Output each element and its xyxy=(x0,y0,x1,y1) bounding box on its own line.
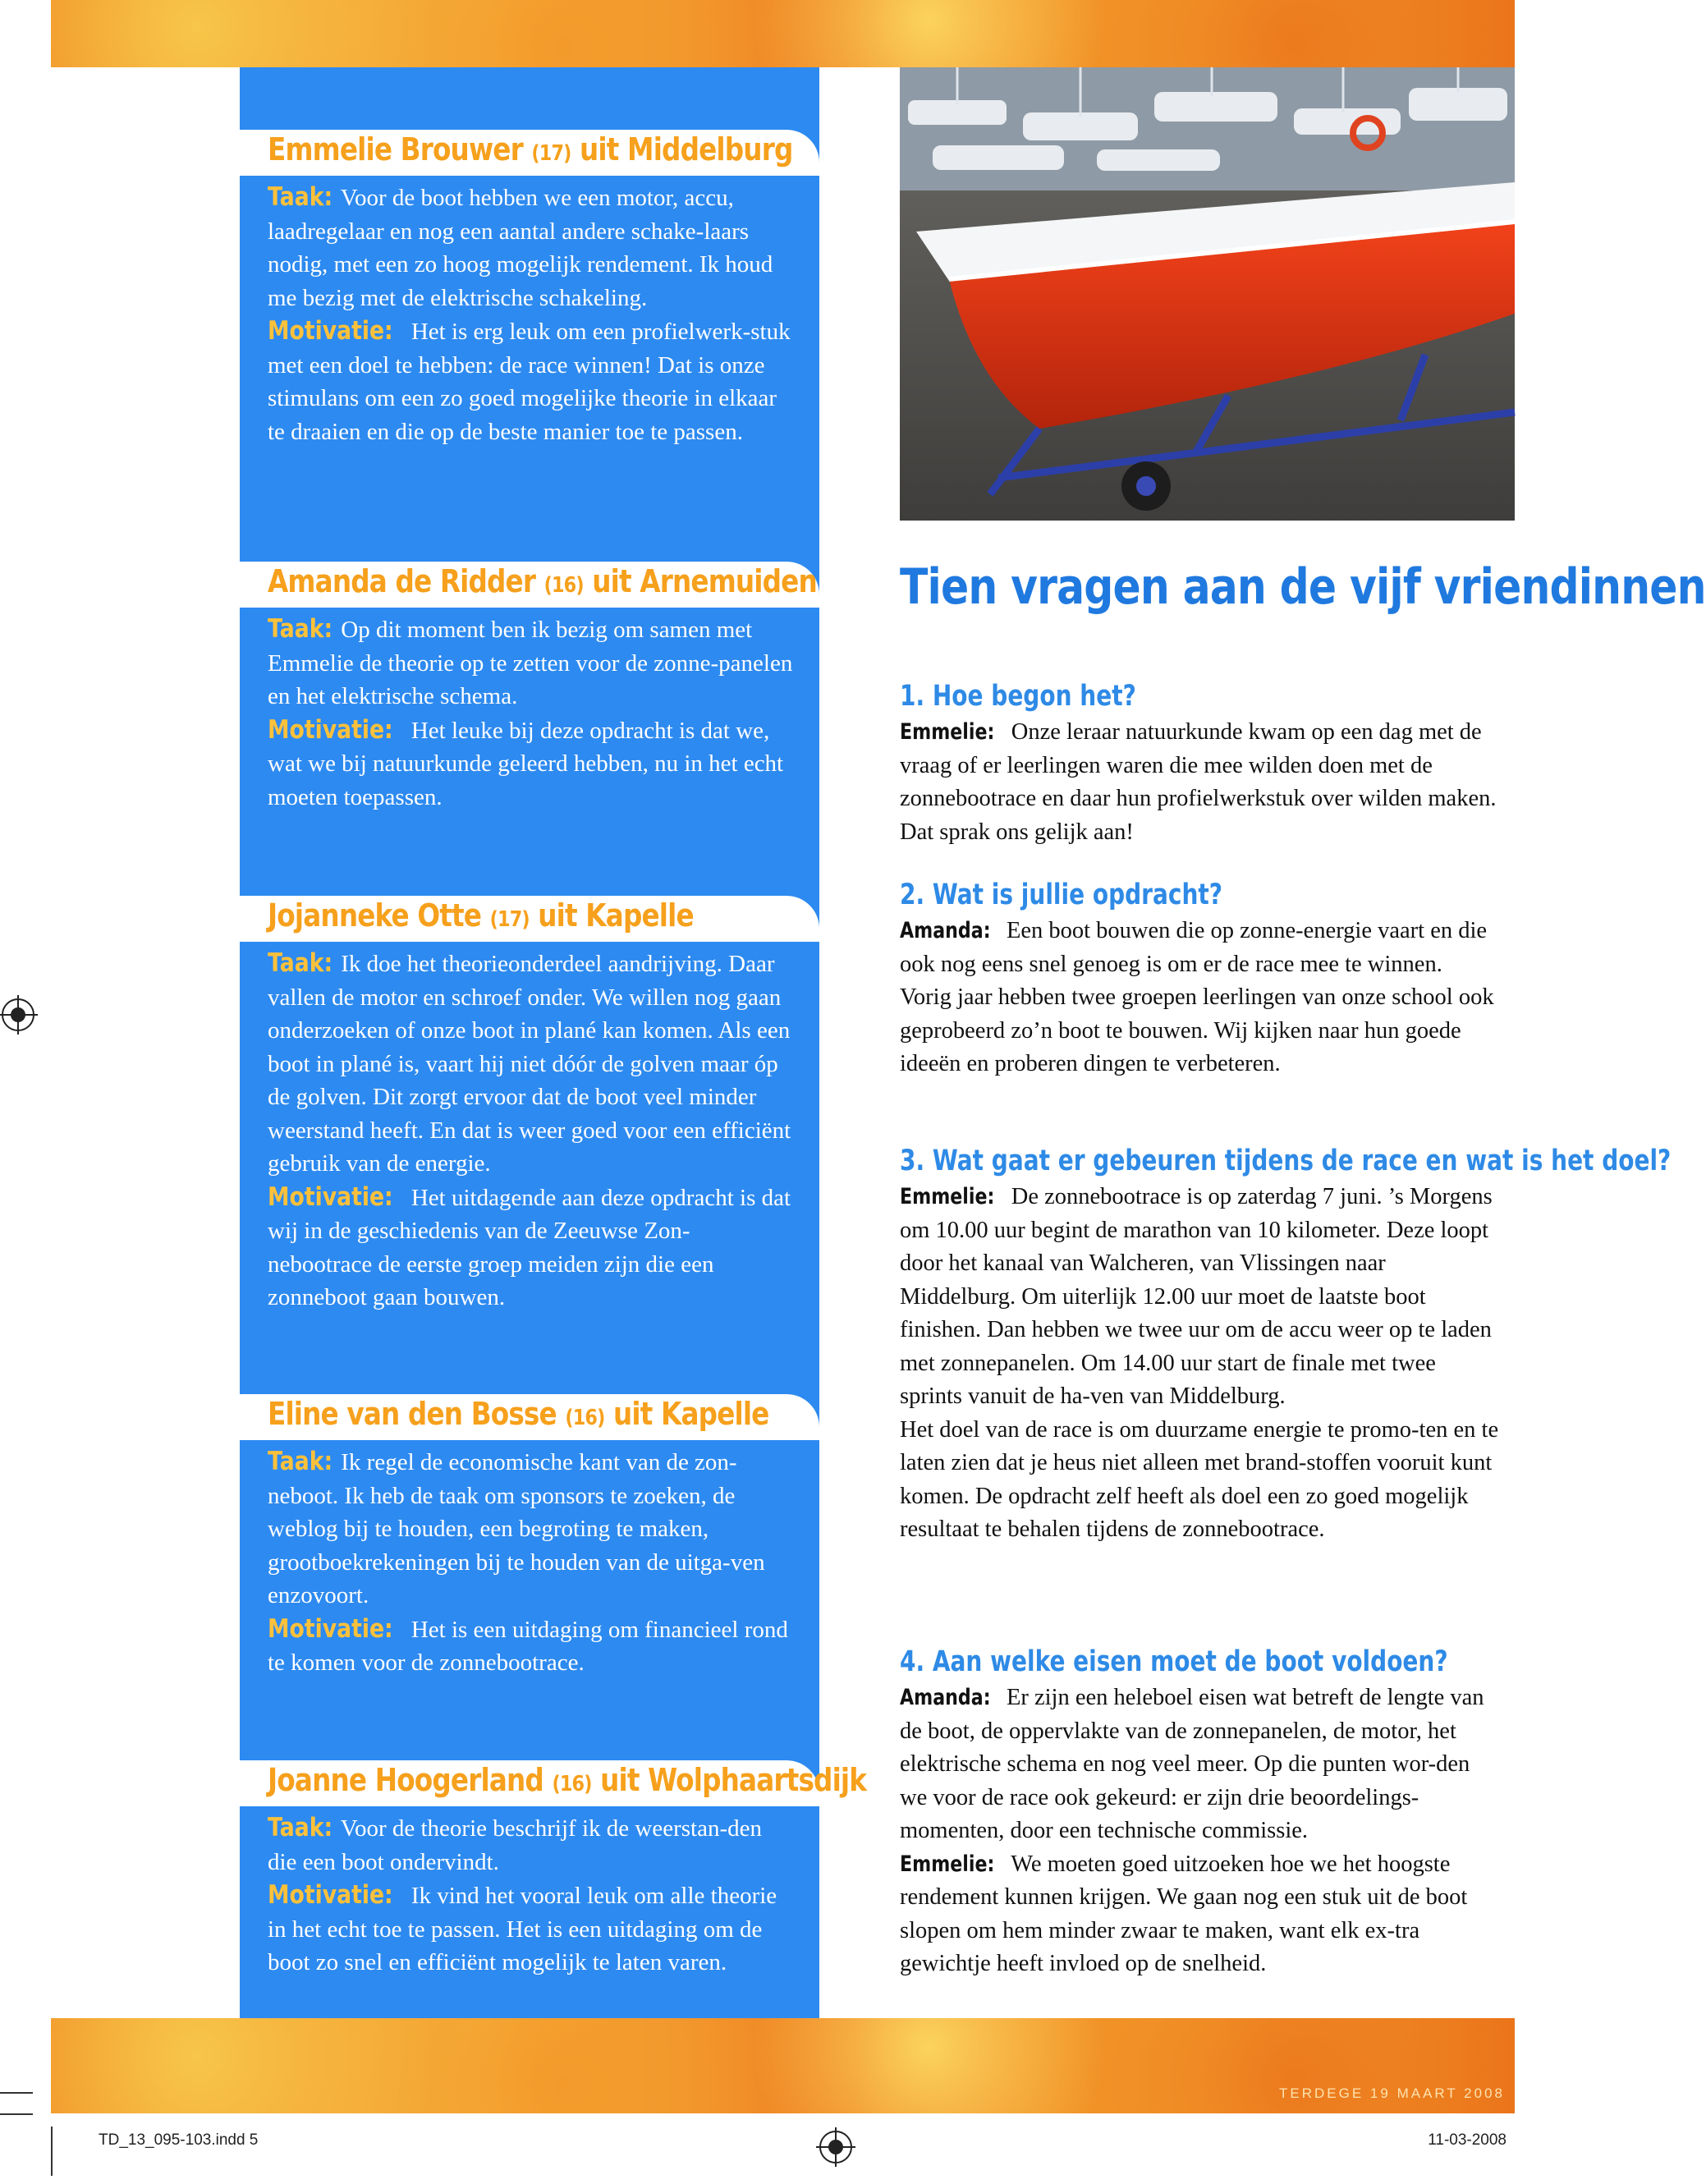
profile-body: Taak: Voor de boot hebben we een motor, accu, laadregelaar en nog een aantal andere schake-laars nodig, met een zo hoog mogelijk rendement. Ik houd me bezig met de elektrische schakeling. Motivatie: Het is erg leuk om een profielwerk-stuk met een doel te hebben: de race winnen! Dat is onze stimulans om een zo goed mogelijke theorie in elkaar te draaien en die op de beste manier toe te passen. xyxy=(268,182,791,445)
bottom-decor-band xyxy=(51,2018,1515,2113)
card-name-tab xyxy=(240,562,819,608)
crop-mark xyxy=(0,2113,33,2115)
taak-text: Voor de boot hebben we een motor, accu, laadregelaar en nog een aantal andere schake-laars nodig, met een zo hoog mogelijk rendement. Ik houd me bezig met de elektrische schakeling. xyxy=(268,185,773,311)
answer-1: Emmelie: Onze leraar natuurkunde kwam op een dag met de vraag of er leerlingen waren die mee wilden doen met de zonnebootrace en daar hun profielwerkstuk over wilden maken. Dat sprak ons gelijk aan! xyxy=(900,719,1497,845)
boat-photo-illustration xyxy=(900,67,1515,521)
profile-body: Taak: Op dit moment ben ik bezig om samen met Emmelie de theorie op te zetten voor de zonne-panelen en het elektrische schema. Motivatie: Het leuke bij deze opdracht is dat we, wat we bij natuurkunde geleerd hebben, nu in het echt moeten toepassen. xyxy=(268,614,793,810)
boat-photo xyxy=(900,67,1515,521)
profile-name: Eline van den Bosse (16) uit Kapelle xyxy=(268,1396,769,1432)
card-name-tab xyxy=(240,1760,867,1806)
profile-name: Emmelie Brouwer (17) uit Middelburg xyxy=(268,131,793,167)
question-4: 4. Aan welke eisen moet de boot voldoen? xyxy=(900,1645,1448,1678)
taak-text: Ik doe het theorieonderdeel aandrijving. Daar vallen de motor en schroef onder. We willen nog gaan onderzoeken of onze boot in plané kan komen. Als een boot in plané is, vaart hij niet dóór de golven maar óp de golven. Dit zorgt ervoor dat de boot veel minder weerstand heeft. En dat is weer goed voor een efficiënt gebruik van de energie. xyxy=(268,951,791,1177)
motivatie-text: Het is een uitdaging om financieel rond te komen voor de zonnebootrace. xyxy=(268,1616,788,1676)
profile-body: Taak: Ik regel de economische kant van de zon-neboot. Ik heb de taak om sponsors te zoeken, de weblog bij te houden, een begroting te maken, grootboekrekeningen bij te houden van de uitga-ven enzovoort. Motivatie: Het is een uitdaging om financieel rond te komen voor de zonnebootrace. xyxy=(268,1447,788,1676)
taak-text: Voor de theorie beschrijf ik de weerstan-den die een boot ondervindt. xyxy=(268,1815,762,1875)
top-decor-band xyxy=(51,0,1515,67)
profile-name: Joanne Hoogerland (16) uit Wolphaartsdijk xyxy=(268,1762,867,1798)
answer-3: Emmelie: De zonnebootrace is op zaterdag 7 juni. ’s Morgens om 10.00 uur begint de marathon van 10 kilometer. Deze loopt door het kanaal van Walcheren, van Vlissingen naar Middelburg. Om uiterlijk 12.00 uur moet de laatste boot finishen. Dan hebben we twee uur om de accu weer op te laden met zonnepanelen. Om 14.00 uur start de finale met twee sprints vanuit de ha-ven van Middelburg. Het doel van de race is om duurzame energie te promo-ten en te laten zien dat je heus niet alleen met brand-stoffen vooruit kunt komen. De opdracht zelf heeft als doel een zo goed mogelijk resultaat te behalen tijdens de zonnebootrace. xyxy=(900,1184,1499,1542)
profile-name: Amanda de Ridder (16) uit Arnemuiden xyxy=(268,563,817,599)
taak-text: Ik regel de economische kant van de zon-neboot. Ik heb de taak om sponsors te zoeken, de weblog bij te houden, een begroting te maken, grootboekrekeningen bij te houden van de uitga-ven enzovoort. xyxy=(268,1449,765,1608)
motivatie-text: Het leuke bij deze opdracht is dat we, wat we bij natuurkunde geleerd hebben, nu in het echt moeten toepassen. xyxy=(268,717,784,810)
motivatie-text: Het uitdagende aan deze opdracht is dat wij in de geschiedenis van de Zeeuwse Zon-nebootrace de eerste groep meiden zijn die een zonneboot gaan bouwen. xyxy=(268,1184,791,1310)
crop-mark xyxy=(0,2092,33,2094)
answer-2: Amanda: Een boot bouwen die op zonne-energie vaart en die ook nog eens snel genoeg is om er de race mee te winnen. Vorig jaar hebben twee groepen leerlingen van onze school ook geprobeerd zo’n boot te bouwen. Wij kijken naar hun goede ideeën en proberen dingen te verbeteren. xyxy=(900,918,1494,1076)
motivatie-text: Ik vind het vooral leuk om alle theorie in het echt toe te passen. Het is een uitdaging om de boot zo snel en efficiënt mogelijk te laten varen. xyxy=(268,1883,777,1975)
question-2: 2. Wat is jullie opdracht? xyxy=(900,879,1223,911)
registration-mark-icon xyxy=(2,998,34,1031)
card-name-tab xyxy=(240,130,819,176)
magazine-footer: TERDEGE 19 MAART 2008 xyxy=(1279,2085,1505,2101)
article-headline: Tien vragen aan de vijf vriendinnen xyxy=(900,558,1706,616)
taak-text: Op dit moment ben ik bezig om samen met Emmelie de theorie op te zetten voor de zonne-panelen en het elektrische schema. xyxy=(268,617,793,709)
motivatie-text: Het is erg leuk om een profielwerk-stuk met een doel te hebben: de race winnen! Dat is onze stimulans om een zo goed mogelijke theorie in elkaar te draaien en die op de beste manier toe te passen. xyxy=(268,319,791,445)
card-name-tab xyxy=(240,1394,819,1440)
profile-body: Taak: Ik doe het theorieonderdeel aandrijving. Daar vallen de motor en schroef onder. We willen nog gaan onderzoeken of onze boot in plané kan komen. Als een boot in plané is, vaart hij niet dóór de golven maar óp de golven. Dit zorgt ervoor dat de boot veel minder weerstand heeft. En dat is weer goed voor een efficiënt gebruik van de energie. Motivatie: Het uitdagende aan deze opdracht is dat wij in de geschiedenis van de Zeeuwse Zon-nebootrace de eerste groep meiden zijn die een zonneboot gaan bouwen. xyxy=(268,948,791,1310)
answer-4: Amanda: Er zijn een heleboel eisen wat betreft de lengte van de boot, de oppervlakte van de zonnepanelen, de motor, het elektrische schema en nog veel meer. Op die punten wor-den we voor de race ook gekeurd: er zijn drie beoordelings-momenten, door een technische commissie. Emmelie: We moeten goed uitzoeken hoe we het hoogste rendement kunnen krijgen. We gaan nog een stuk uit de boot slopen om hem minder zwaar te maken, want elk ex-tra gewichtje heeft invloed op de snelheid. xyxy=(900,1685,1484,1976)
slug-date: 11-03-2008 xyxy=(1428,2131,1507,2149)
question-3: 3. Wat gaat er gebeuren tijdens de race en wat is het doel? xyxy=(900,1145,1672,1177)
registration-mark-icon xyxy=(819,2131,852,2163)
crop-mark xyxy=(51,2127,53,2176)
slug-filename: TD_13_095-103.indd 5 xyxy=(99,2131,259,2149)
question-1: 1. Hoe begon het? xyxy=(900,680,1136,713)
card-name-tab xyxy=(240,896,819,942)
profile-body: Taak: Voor de theorie beschrijf ik de weerstan-den die een boot ondervindt. Motivatie: Ik vind het vooral leuk om alle theorie in het echt toe te passen. Het is een uitdaging om de boot zo snel en efficiënt mogelijk te laten varen. xyxy=(268,1813,777,1975)
profile-name: Jojanneke Otte (17) uit Kapelle xyxy=(268,897,694,934)
